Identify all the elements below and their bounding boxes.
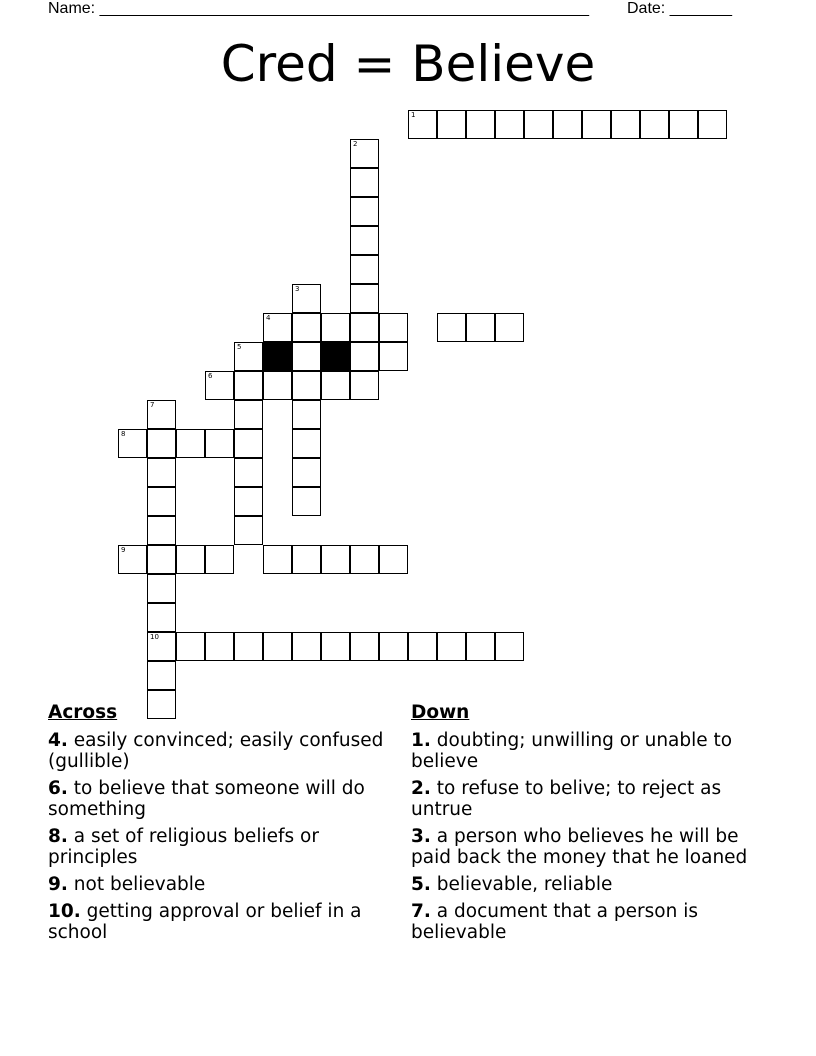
clue-down-3 — [411, 826, 756, 868]
crossword-cell[interactable] — [321, 545, 350, 574]
clue-text: to refuse to belive; to reject as untrue — [411, 778, 722, 820]
crossword-cell[interactable] — [118, 545, 147, 574]
clue-text: not believable — [73, 874, 206, 895]
cell-number: 3 — [295, 285, 300, 293]
page-title: Cred = Believe — [220, 35, 596, 93]
clue-number: 5. — [411, 874, 431, 895]
clue-text: getting approval or belief in a school — [48, 901, 362, 943]
crossword-cell[interactable] — [321, 632, 350, 661]
clue-across-4 — [48, 730, 393, 772]
crossword-cell[interactable] — [147, 487, 176, 516]
crossword-cell[interactable] — [292, 458, 321, 487]
crossword-cell[interactable] — [582, 110, 611, 139]
crossword-cell[interactable] — [234, 487, 263, 516]
crossword-cell[interactable] — [263, 371, 292, 400]
clue-down-7 — [411, 901, 756, 943]
crossword-cell[interactable] — [379, 313, 408, 342]
down-clues — [411, 702, 756, 949]
clue-number: 3. — [411, 826, 431, 847]
cell-number: 4 — [266, 314, 271, 322]
crossword-cell[interactable] — [437, 313, 466, 342]
down-heading: Down — [411, 702, 470, 723]
crossword-cell[interactable] — [466, 110, 495, 139]
clue-number: 8. — [48, 826, 68, 847]
crossword-cell[interactable] — [408, 110, 437, 139]
crossword-cell[interactable] — [234, 400, 263, 429]
crossword-cell[interactable] — [466, 313, 495, 342]
clue-text: a set of religious beliefs or principles — [48, 826, 319, 868]
crossword-cell[interactable] — [147, 400, 176, 429]
crossword-cell[interactable] — [147, 516, 176, 545]
clue-text: easily convinced; easily confused (gullible) — [48, 730, 384, 772]
crossword-cell[interactable] — [379, 632, 408, 661]
crossword-cell[interactable] — [437, 632, 466, 661]
crossword-cell[interactable] — [292, 400, 321, 429]
clue-down-5 — [411, 874, 756, 895]
crossword-cell[interactable] — [553, 110, 582, 139]
across-heading: Across — [48, 702, 118, 723]
crossword-cell[interactable] — [350, 342, 379, 371]
crossword-cell[interactable] — [234, 516, 263, 545]
crossword-cell[interactable] — [205, 545, 234, 574]
crossword-cell[interactable] — [408, 632, 437, 661]
crossword-cell[interactable] — [350, 226, 379, 255]
crossword-cell[interactable] — [205, 632, 234, 661]
black-square — [321, 342, 350, 371]
crossword-cell[interactable] — [234, 342, 263, 371]
crossword-cell[interactable] — [176, 429, 205, 458]
crossword-cell[interactable] — [321, 313, 350, 342]
crossword-cell[interactable] — [234, 371, 263, 400]
clue-across-9 — [48, 874, 393, 895]
crossword-cell[interactable] — [234, 429, 263, 458]
cell-number: 7 — [150, 401, 155, 409]
clue-down-2 — [411, 778, 756, 820]
crossword-cell[interactable] — [147, 429, 176, 458]
crossword-cell[interactable] — [321, 371, 350, 400]
across-clues — [48, 702, 393, 949]
crossword-cell[interactable] — [466, 632, 495, 661]
clue-number: 6. — [48, 778, 68, 799]
crossword-cell[interactable] — [292, 342, 321, 371]
crossword-cell[interactable] — [350, 545, 379, 574]
clue-text: doubting; unwilling or unable to believe — [411, 730, 733, 772]
clue-number: 2. — [411, 778, 431, 799]
clue-across-8 — [48, 826, 393, 868]
crossword-cell[interactable] — [263, 313, 292, 342]
crossword-cell[interactable] — [147, 632, 176, 661]
date-field: Date: _______ — [627, 0, 732, 17]
crossword-cell[interactable] — [524, 110, 553, 139]
crossword-cell[interactable] — [350, 197, 379, 226]
cell-number: 1 — [411, 111, 416, 119]
name-field: Name: _______________________________________________________ — [48, 0, 589, 17]
crossword-cell[interactable] — [147, 603, 176, 632]
crossword-cell[interactable] — [379, 545, 408, 574]
crossword-cell[interactable] — [292, 429, 321, 458]
crossword-cell[interactable] — [495, 110, 524, 139]
crossword-cell[interactable] — [350, 168, 379, 197]
crossword-cell[interactable] — [640, 110, 669, 139]
crossword-cell[interactable] — [495, 313, 524, 342]
crossword-cell[interactable] — [669, 110, 698, 139]
clue-text: a document that a person is believable — [411, 901, 698, 943]
clue-number: 9. — [48, 874, 68, 895]
clue-across-10 — [48, 901, 393, 943]
clue-across-6 — [48, 778, 393, 820]
crossword-cell[interactable] — [350, 139, 379, 168]
crossword-cell[interactable] — [379, 342, 408, 371]
crossword-cell[interactable] — [205, 429, 234, 458]
crossword-cell[interactable] — [234, 632, 263, 661]
crossword-cell[interactable] — [147, 574, 176, 603]
cell-number: 5 — [237, 343, 242, 351]
clue-number: 10. — [48, 901, 81, 922]
crossword-cell[interactable] — [292, 632, 321, 661]
clue-number: 7. — [411, 901, 431, 922]
crossword-cell[interactable] — [234, 458, 263, 487]
crossword-cell[interactable] — [350, 284, 379, 313]
crossword-cell[interactable] — [437, 110, 466, 139]
clue-down-1 — [411, 730, 756, 772]
crossword-cell[interactable] — [611, 110, 640, 139]
crossword-cell[interactable] — [292, 284, 321, 313]
crossword-cell[interactable] — [292, 487, 321, 516]
crossword-cell[interactable] — [292, 545, 321, 574]
crossword-cell[interactable] — [350, 255, 379, 284]
crossword-cell[interactable] — [263, 545, 292, 574]
crossword-cell[interactable] — [350, 632, 379, 661]
cell-number: 9 — [121, 546, 126, 554]
crossword-cell[interactable] — [176, 632, 205, 661]
clue-text: a person who believes he will be paid back the money that he loaned — [411, 826, 748, 868]
black-square — [263, 342, 292, 371]
crossword-cell[interactable] — [350, 371, 379, 400]
crossword-cell[interactable] — [118, 429, 147, 458]
clue-number: 4. — [48, 730, 68, 751]
clue-text: believable, reliable — [436, 874, 613, 895]
crossword-cell[interactable] — [698, 110, 727, 139]
cell-number: 2 — [353, 140, 358, 148]
crossword-cell[interactable] — [495, 632, 524, 661]
crossword-cell[interactable] — [205, 371, 234, 400]
crossword-cell[interactable] — [147, 458, 176, 487]
clue-text: to believe that someone will do something — [48, 778, 365, 820]
crossword-cell[interactable] — [176, 545, 205, 574]
crossword-cell[interactable] — [292, 371, 321, 400]
crossword-cell[interactable] — [350, 313, 379, 342]
cell-number: 8 — [121, 430, 126, 438]
cell-number: 10 — [150, 633, 159, 641]
crossword-cell[interactable] — [263, 632, 292, 661]
crossword-cell[interactable] — [147, 661, 176, 690]
crossword-cell[interactable] — [147, 545, 176, 574]
crossword-cell[interactable] — [292, 313, 321, 342]
clue-number: 1. — [411, 730, 431, 751]
cell-number: 6 — [208, 372, 213, 380]
